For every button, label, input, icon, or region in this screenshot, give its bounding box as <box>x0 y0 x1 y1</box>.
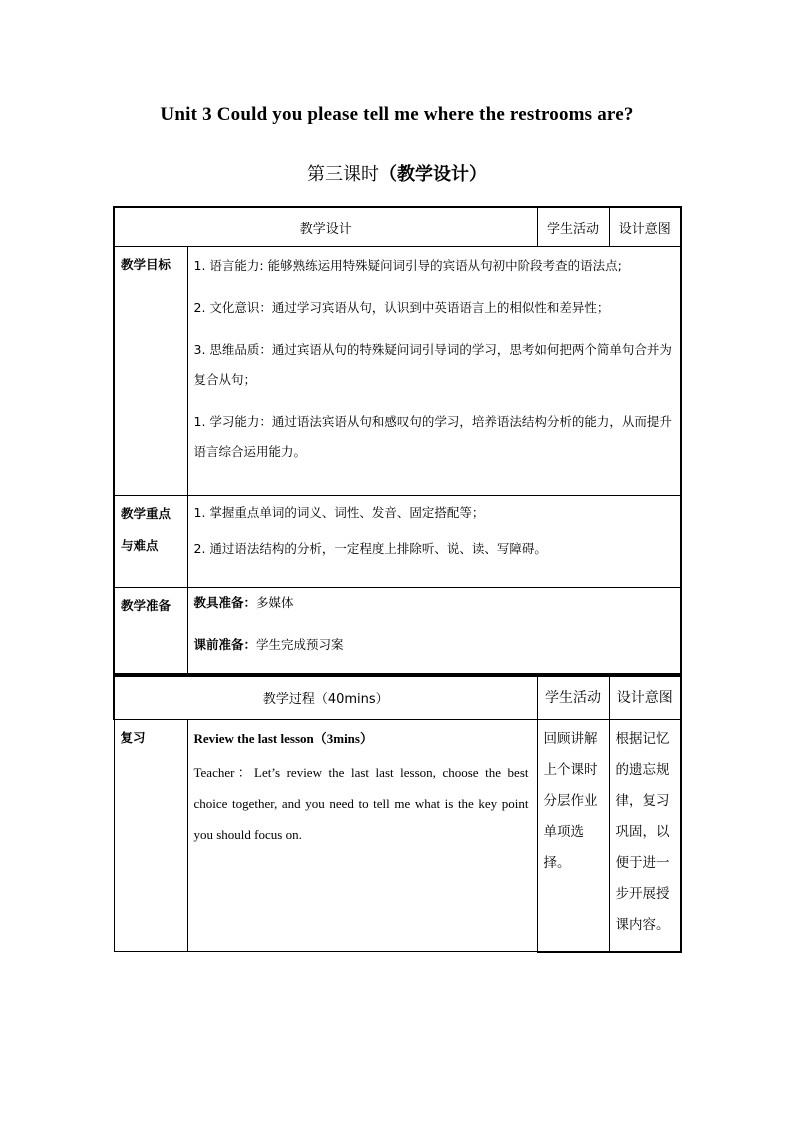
review-title: Review the last lesson（3mins） <box>193 731 373 746</box>
review-design-intent: 根据记忆的遗忘规律，复习巩固，以便于进一步开展授课内容。 <box>609 720 681 952</box>
objectives-row <box>114 247 681 496</box>
preparation-row <box>114 588 681 676</box>
key-points-label-line2: 与难点 <box>121 538 159 553</box>
header-process <box>114 674 537 720</box>
subtitle-normal: 第三课时 <box>307 164 379 185</box>
lesson-title: Unit 3 Could you please tell me where the restrooms are? <box>160 104 634 125</box>
review-teacher-text: Teacher：Let’s review the last last lesson, choose the best choice together, and you need to tell me what is the key point you should focus on. <box>193 765 529 842</box>
objective-item: 3. 思维品质：通过宾语从句的特殊疑问词引导词的学习，思考如何把两个简单句合并为复合从句； <box>193 342 672 387</box>
review-content <box>187 720 537 952</box>
key-point-item: 1. 掌握重点单词的词义、词性、发音、固定搭配等； <box>193 505 485 520</box>
pre-class-value: 学生完成预习案 <box>256 637 344 652</box>
tools-label: 教具准备： <box>193 595 257 610</box>
tools-line <box>194 588 673 618</box>
objectives-content <box>187 247 681 496</box>
review-row <box>114 720 681 952</box>
lesson-subtitle <box>0 160 794 186</box>
pre-class-line <box>194 630 673 660</box>
objectives-label: 教学目标 <box>114 247 187 496</box>
teaching-process-table <box>113 673 682 953</box>
process-header-design-intent: 设计意图 <box>609 674 681 720</box>
objective-item: 1. 学习能力：通过语法宾语从句和感叹句的学习，培养语法结构分析的能力，从而提升语言综合运用能力。 <box>193 414 672 459</box>
header-design-intent: 设计意图 <box>609 207 681 247</box>
review-label: 复习 <box>114 720 187 952</box>
header-student-activity: 学生活动 <box>537 207 609 247</box>
process-header-student-activity: 学生活动 <box>537 674 609 720</box>
objective-item: 1. 语言能力: 能够熟练运用特殊疑问词引导的宾语从句初中阶段考查的语法点; <box>193 258 622 273</box>
key-points-content <box>187 496 681 588</box>
preparation-label: 教学准备 <box>114 588 187 676</box>
key-point-item: 2. 通过语法结构的分析，一定程度上排除听、说、读、写障碍。 <box>193 541 547 556</box>
subtitle-bold: （教学设计） <box>379 164 487 185</box>
process-label: 教学过程（40mins） <box>262 691 389 707</box>
key-points-label <box>114 496 187 588</box>
key-points-row <box>114 496 681 588</box>
objective-item: 2. 文化意识：通过学习宾语从句，认识到中英语语言上的相似性和差异性； <box>193 300 610 315</box>
pre-class-label: 课前准备： <box>193 637 257 652</box>
table-header-row <box>114 207 681 247</box>
review-student-activity: 回顾讲解上个课时分层作业单项选择。 <box>537 720 609 952</box>
teaching-plan-table <box>113 206 682 677</box>
process-header-row <box>114 674 681 720</box>
key-points-label-line1: 教学重点 <box>121 506 172 521</box>
preparation-content <box>187 588 681 676</box>
header-design: 教学设计 <box>114 207 537 247</box>
tools-value: 多媒体 <box>256 595 294 610</box>
